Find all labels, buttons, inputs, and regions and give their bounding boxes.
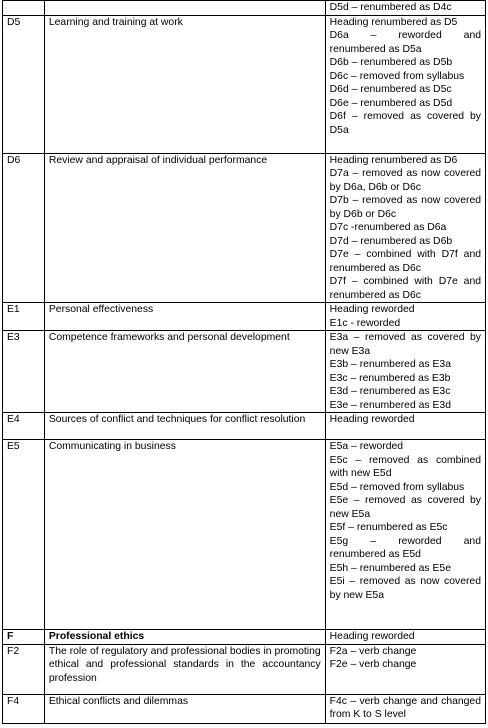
- table-row: [3, 1, 486, 16]
- change-item: D6b – renumbered as D5b: [329, 57, 453, 68]
- table-row: [3, 413, 486, 440]
- change-item: E3d – renumbered as E3c: [329, 386, 451, 397]
- row-topic: Competence frameworks and personal development: [44, 331, 325, 413]
- change-item: D7b – removed as now covered by D6b or D6c: [329, 195, 481, 220]
- row-changes: [325, 1, 485, 16]
- table-row: [3, 694, 486, 723]
- row-changes: [325, 413, 485, 440]
- syllabus-changes-table: [2, 0, 486, 724]
- row-topic: Personal effectiveness: [44, 303, 325, 331]
- change-item: E5h – renumbered as E5e: [329, 562, 451, 574]
- row-topic: Learning and training at work: [44, 15, 325, 153]
- change-item: D6d – renumbered as D5c: [329, 84, 452, 95]
- table-row: [3, 331, 486, 413]
- row-code: D5: [3, 15, 45, 153]
- row-changes: [325, 694, 485, 723]
- change-item: Heading reworded: [329, 304, 415, 315]
- change-item: F4c – verb change and changed from K to S level: [329, 695, 481, 720]
- change-item: E5a – reworded: [329, 441, 404, 452]
- change-item: D6c – removed from syllabus: [329, 70, 465, 82]
- row-code: [3, 1, 45, 16]
- change-item: D5d – renumbered as D4c: [329, 2, 452, 13]
- change-item: D7a – removed as now covered by D6a, D6b or D6c: [329, 168, 481, 193]
- row-changes: [325, 303, 485, 331]
- change-item: E3c – renumbered as E3b: [329, 372, 451, 384]
- change-item: E5g – reworded and renumbered as E5d: [329, 535, 481, 560]
- change-item: E3e – renumbered as E3d: [329, 399, 451, 411]
- row-code: E5: [3, 440, 45, 630]
- row-changes: [325, 440, 485, 630]
- change-item: Heading renumbered as D5: [329, 16, 458, 28]
- change-item: E3b – renumbered as E3a: [329, 359, 451, 370]
- change-item: Heading reworded: [329, 631, 415, 642]
- change-item: E1c - reworded: [329, 317, 401, 329]
- row-code: D6: [3, 153, 45, 303]
- row-changes: [325, 644, 485, 694]
- change-item: E5c – removed as combined with new E5d: [329, 454, 481, 479]
- row-code: F2: [3, 644, 45, 694]
- row-code: E4: [3, 413, 45, 440]
- change-item: Heading renumbered as D6: [329, 154, 458, 166]
- row-changes: [325, 15, 485, 153]
- row-topic: The role of regulatory and professional bodies in promoting ethical and professional standards in the accountancy profession: [44, 644, 325, 694]
- row-code: E1: [3, 303, 45, 331]
- row-topic: Sources of conflict and techniques for conflict resolution: [44, 413, 325, 440]
- change-item: F2e – verb change: [329, 659, 417, 670]
- row-topic: Communicating in business: [44, 440, 325, 630]
- change-item: D7f – combined with D7e and renumbered as D6c: [329, 276, 481, 301]
- change-item: E3a – removed as covered by new E3a: [329, 332, 481, 357]
- change-item: D7c -renumbered as D6a: [329, 222, 447, 233]
- section-row: [3, 630, 486, 645]
- change-item: Heading reworded: [329, 414, 415, 425]
- change-item: E5d – removed from syllabus: [329, 481, 465, 493]
- row-topic: Review and appraisal of individual performance: [44, 153, 325, 303]
- change-item: E5f – renumbered as E5c: [329, 522, 448, 533]
- row-code: E3: [3, 331, 45, 413]
- row-changes: [325, 153, 485, 303]
- section-code: F: [3, 630, 45, 645]
- change-item: D7d – renumbered as D6b: [329, 235, 453, 247]
- row-topic: Ethical conflicts and dilemmas: [44, 694, 325, 723]
- table-row: [3, 15, 486, 153]
- row-changes: [325, 331, 485, 413]
- change-item: E5i – removed as now covered by new E5a: [329, 576, 481, 601]
- section-title: Professional ethics: [44, 630, 325, 645]
- change-item: D6e – renumbered as D5d: [329, 97, 453, 109]
- change-item: D7e – combined with D7f and renumbered as D6c: [329, 249, 481, 274]
- table-row: [3, 153, 486, 303]
- row-topic: [44, 1, 325, 16]
- change-item: F2a – verb change: [329, 645, 417, 657]
- table-row: [3, 644, 486, 694]
- table-row: [3, 440, 486, 630]
- row-code: F4: [3, 694, 45, 723]
- change-item: D6a – reworded and renumbered as D5a: [329, 30, 481, 55]
- row-changes: [325, 630, 485, 645]
- change-item: E5e – removed as covered by new E5a: [329, 495, 481, 520]
- change-item: D6f – removed as covered by D5a: [329, 111, 481, 136]
- table-row: [3, 303, 486, 331]
